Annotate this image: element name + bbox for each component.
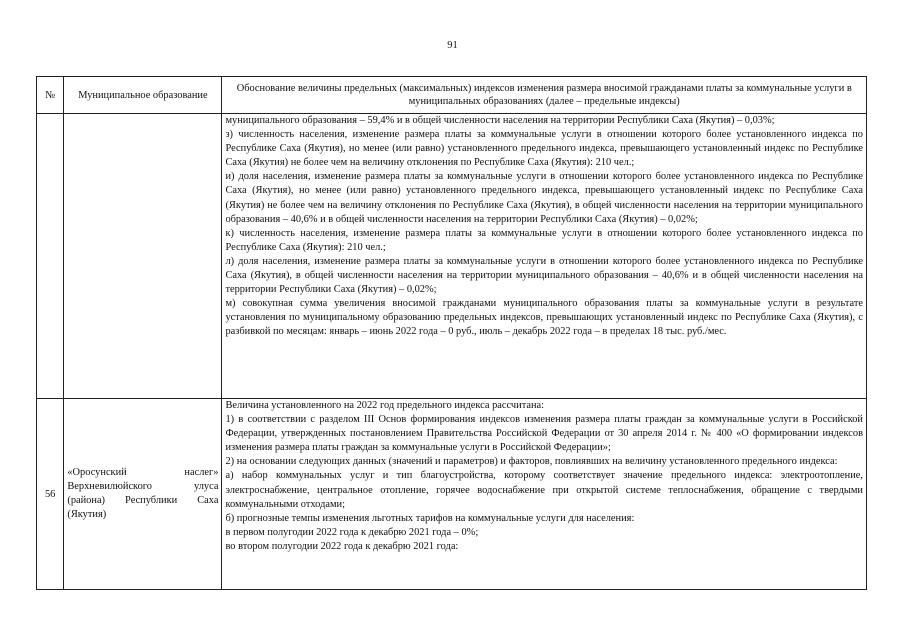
paragraph: 2) на основании следующих данных (значений и параметров) и факторов, повлиявших на величину установленного предельного индекса:: [225, 456, 838, 468]
paragraph: муниципального образования – 59,4% и в общей численности населения на территории Республики Саха (Якутия) – 0,03%;: [225, 115, 775, 126]
paragraph: м) совокупная сумма увеличения вносимой гражданами муниципального образования платы за коммунальные услуги в результате установления по муниципальному образованию предельных индексов, превышающих установленный индекс по Республике Саха (Якутия), с разбивкой по месяцам: январь – июнь 2022 года – 0 руб., июль – декабрь 2022 года – в пределах 18 тыс. руб./мес.: [225, 298, 863, 338]
paragraph: во втором полугодии 2022 года к декабрю 2021 года:: [225, 540, 459, 552]
paragraph: и) доля населения, изменение размера платы за коммунальные услуги в отношении которого более установленного индекса по Республике Саха (Якутия), но менее (или равно) установленного предельного индекса, превышающего установленный индекс по Республике Саха (Якутия) не более чем на величину отклонения по Республике Саха (Якутия), в общей численности населения на территории муниципального образования – 40,6% и в общей численности населения на территории Республики Саха (Якутия) – 0,02%;: [225, 171, 863, 225]
row-municipality: [64, 114, 222, 399]
row-municipality: «Оросунский наслег» Верхневилюйского улуса (района) Республики Саха (Якутия): [64, 399, 222, 590]
paragraph: л) доля населения, изменение размера платы за коммунальные услуги в отношении которого более установленного индекса по Республике Саха (Якутия), в общей численности населения на территории муниципального образования – 40,6% и в общей численности населения на территории Республики Саха (Якутия) – 0,02%;: [225, 255, 863, 296]
table-header-row: [37, 77, 867, 114]
paragraph: к) численность населения, изменение размера платы за коммунальные услуги в отношении которого более установленного индекса по Республике Саха (Якутия): 210 чел.;: [225, 227, 863, 253]
header-justification: Обоснование величины предельных (максимальных) индексов изменения размера вносимой гражданами платы за коммунальные услуги в муниципальных образованиях (далее – предельные индексы): [222, 77, 867, 114]
tariff-index-table: [36, 76, 867, 590]
page-number: 91: [447, 40, 458, 51]
row-justification: [222, 114, 867, 399]
paragraph: а) набор коммунальных услуг и тип благоустройства, которому соответствует значение предельного индекса: электроотопление, электроснабжение, центральное отопление, горячее водоснабжение при открытой системе теплоснабжения, обращение с твердыми коммунальными отходами;: [225, 470, 863, 510]
row-number: 56: [37, 399, 64, 590]
header-municipality: Муниципальное образование: [64, 77, 222, 114]
paragraph: Величина установленного на 2022 год предельного индекса рассчитана:: [225, 400, 545, 411]
row-number: [37, 114, 64, 399]
table-row: [37, 399, 867, 590]
paragraph: б) прогнозные темпы изменения льготных тарифов на коммунальные услуги для населения:: [225, 512, 635, 524]
header-number: №: [37, 77, 64, 114]
paragraph: з) численность населения, изменение размера платы за коммунальные услуги в отношении которого более установленного индекса по Республике Саха (Якутия), но менее (или равно) установленного предельного индекса, превышающего установленный индекс по Республике Саха (Якутия) не более чем на величину отклонения по Республике Саха (Якутия): 210 чел.;: [225, 129, 863, 169]
table-row: [37, 114, 867, 399]
paragraph: 1) в соответствии с разделом III Основ формирования индексов изменения размера платы граждан за коммунальные услуги в Российской Федерации, утвержденных постановлением Правительства Российской Федерации от 30 апреля 2014 г. № 400 «О формировании индексов изменения размера платы граждан за коммунальные услуги в Российской Федерации»;: [225, 414, 863, 454]
paragraph: в первом полугодии 2022 года к декабрю 2021 года – 0%;: [225, 526, 479, 538]
row-justification: [222, 399, 867, 590]
